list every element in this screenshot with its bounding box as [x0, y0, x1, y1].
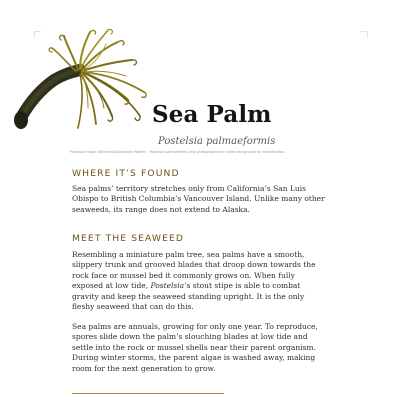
- section-heading-where-found: WHERE IT’S FOUND: [72, 168, 180, 179]
- sea-palm-illustration: [8, 24, 160, 154]
- divider-rule: [72, 393, 224, 394]
- paragraph-description: Resembling a miniature palm tree, sea palms have a smooth, slippery trunk and grooved blades that droop down towards the rock face or mussel bed it commonly grows on. When fully exposed at low tide, Postelsia’s stout stipe is able to combat gravity and keep the seaweed standing upright. It is the only fleshy seaweed that can do this.: [72, 250, 316, 312]
- section-heading-meet-seaweed: MEET THE SEAWEED: [72, 233, 185, 244]
- image-credit: Postelsia image (Wikimedia/Alexander Walker) · Postelsia palmaeformis kelp photographed on white background for identification.: [70, 150, 286, 154]
- crop-mark-top-right: [361, 31, 368, 38]
- paragraph-reproduction: Sea palms are annuals, growing for only one year. To reproduce, spores slide down the palm’s slouching blades at low tide and settle into the rock or mussel shells near their parent organism. During winter storms, the parent algae is washed away, making room for the next generation to grow.: [72, 322, 318, 373]
- page-title: Sea Palm: [152, 101, 272, 128]
- scientific-name: Postelsia palmaeformis: [158, 136, 276, 147]
- genus-name: Postelsia: [150, 281, 185, 291]
- paragraph-range: Sea palms’ territory stretches only from California’s San Luis Obispo to British Columbia’s Vancouver Island. Unlike many other seaweeds, its range does not extend to Alaska.: [72, 184, 325, 214]
